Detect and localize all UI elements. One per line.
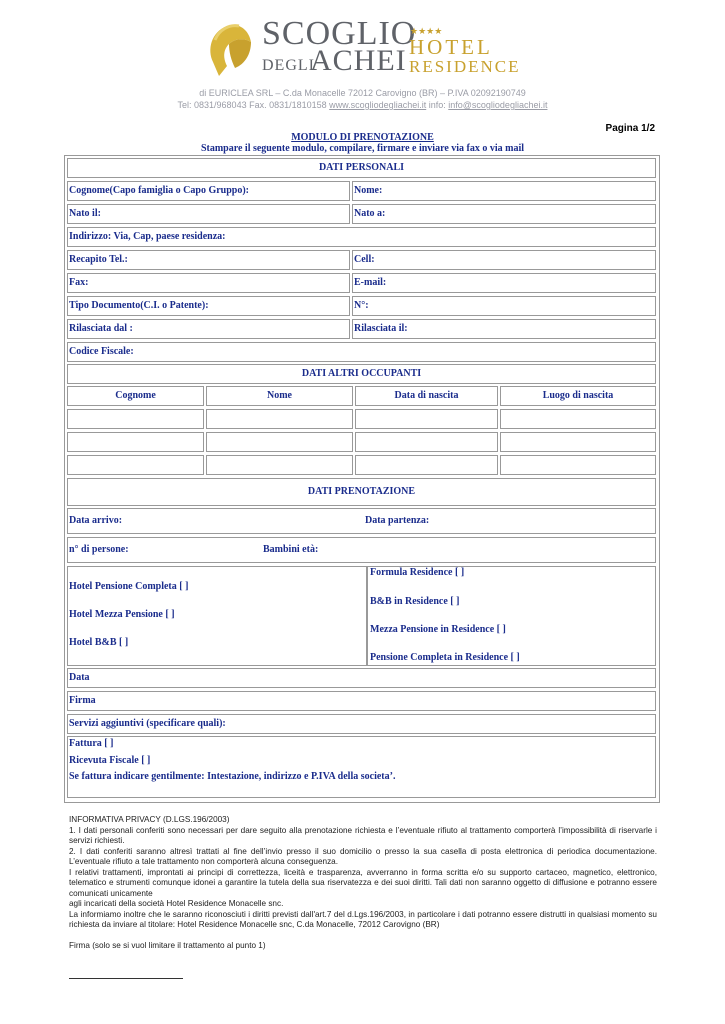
email-field[interactable] <box>352 273 656 293</box>
date-field[interactable] <box>67 668 656 688</box>
privacy-paragraph-3: I relativi trattamenti, improntati ai principi di correttezza, liceità e trasparenza, avverranno in forma scritta e/o su supporto cartaceo, magnetico, elettronico, telematico e strumenti comunque idonei a garantire la tutela della sua riservatezza e dei suoi diritti. Tali dati non saranno oggetto di diffusione e potranno essere comunicati unicamente <box>69 867 657 898</box>
hotel-bb-option[interactable]: Hotel B&B [ ] <box>69 637 129 648</box>
privacy-title: INFORMATIVA PRIVACY (D.LGS.196/2003) <box>69 815 230 824</box>
arrival-label: Data arrivo: <box>69 515 123 526</box>
tax-code-field[interactable] <box>67 342 656 362</box>
occupant-cell[interactable] <box>67 432 204 452</box>
website-link[interactable]: www.scogliodegliachei.it <box>329 100 427 110</box>
occupant-cell[interactable] <box>206 409 353 429</box>
logo-achei: ACHEI <box>310 44 407 77</box>
col-cognome-label: Cognome <box>115 390 156 401</box>
occupant-cell[interactable] <box>67 455 204 475</box>
occupant-cell[interactable] <box>500 432 656 452</box>
phone-label: Recapito Tel.: <box>69 254 128 265</box>
born-on-field[interactable] <box>67 204 350 224</box>
occupant-cell[interactable] <box>355 455 498 475</box>
contact-line <box>0 99 725 111</box>
privacy-signature-line[interactable] <box>69 978 183 979</box>
col-birth-place-label: Luogo di nascita <box>542 390 614 401</box>
tax-code-label: Codice Fiscale: <box>69 346 134 357</box>
born-in-label: Nato a: <box>354 208 386 219</box>
privacy-paragraph-2: 2. I dati conferiti saranno altresì trattati al fine dell’invio presso il suo domicilio o presso la sua casella di posta elettronica di periodica documentazione. L’eventuale rifiuto a tale trattamento non comporterà alcuna conseguenza. <box>69 846 657 866</box>
form-subtitle: Stampare il seguente modulo, compilare, firmare e inviare via fax o via mail <box>200 143 525 154</box>
occupant-cell[interactable] <box>355 432 498 452</box>
receipt-option[interactable]: Ricevuta Fiscale [ ] <box>69 755 151 766</box>
born-in-field[interactable] <box>352 204 656 224</box>
fax-label: Fax: <box>69 277 89 288</box>
occupants-heading: DATI ALTRI OCCUPANTI <box>301 368 422 379</box>
residence-formula-option[interactable]: Formula Residence [ ] <box>370 567 465 578</box>
doc-type-label: Tipo Documento(C.I. o Patente): <box>69 300 209 311</box>
col-birth-date-label: Data di nascita <box>394 390 459 401</box>
address-label: Indirizzo: Via, Cap, paese residenza: <box>69 231 226 242</box>
services-label: Servizi aggiuntivi (specificare quali): <box>69 718 226 729</box>
cell-field[interactable] <box>352 250 656 270</box>
hotel-full-board-option[interactable]: Hotel Pensione Completa [ ] <box>69 581 189 592</box>
surname-label: Cognome(Capo famiglia o Capo Gruppo): <box>69 185 250 196</box>
info-label: info: <box>428 100 446 110</box>
name-field[interactable] <box>352 181 656 201</box>
occupant-cell[interactable] <box>500 455 656 475</box>
logo-stars: ★★★★ <box>410 26 443 36</box>
signature-label: Firma <box>69 695 96 706</box>
privacy-signature-label: Firma (solo se si vuol limitare il trattamento al punto 1) <box>69 941 266 950</box>
children-label: Bambini età: <box>263 544 319 555</box>
page-number: Pagina 1/2 <box>605 123 655 134</box>
departure-label: Data partenza: <box>365 515 430 526</box>
occupant-cell[interactable] <box>355 409 498 429</box>
residence-half-board-option[interactable]: Mezza Pensione in Residence [ ] <box>370 624 506 635</box>
born-on-label: Nato il: <box>69 208 101 219</box>
logo-degli: DEGLI <box>262 57 315 74</box>
doc-number-field[interactable] <box>352 296 656 316</box>
persons-field[interactable] <box>67 537 656 563</box>
occupant-cell[interactable] <box>206 432 353 452</box>
residence-full-board-option[interactable]: Pensione Completa in Residence [ ] <box>370 652 520 663</box>
hotel-half-board-option[interactable]: Hotel Mezza Pensione [ ] <box>69 609 175 620</box>
privacy-paragraph-5: La informiamo inoltre che le saranno riconosciuti i diritti previsti dall'art.7 del d.Lgs.196/2003, in particolare i dati potranno essere distrutti in qualsiasi momento su richiesta da inviare al titolare: Hotel Residence Monacelle snc, C.da Monacelle, 72012 Carovigno (BR) <box>69 909 657 929</box>
form-title: MODULO DI PRENOTAZIONE <box>291 132 434 143</box>
privacy-section <box>69 815 657 931</box>
issued-on-label: Rilasciata il: <box>354 323 408 334</box>
helmet-logo-icon <box>205 20 253 80</box>
signature-field[interactable] <box>67 691 656 711</box>
logo-scoglio: SCOGLIO <box>262 15 417 52</box>
contact-phones: Tel: 0831/968043 Fax. 0831/1810158 <box>177 100 327 110</box>
doc-number-label: N°: <box>354 300 369 311</box>
email-label: E-mail: <box>354 277 387 288</box>
persons-label: n° di persone: <box>69 544 129 555</box>
logo-hotel: HOTEL <box>409 35 493 59</box>
logo-residence: RESIDENCE <box>409 57 521 76</box>
residence-bb-option[interactable]: B&B in Residence [ ] <box>370 596 460 607</box>
company-line: di EURICLEA SRL – C.da Monacelle 72012 Carovigno (BR) – P.IVA 02092190749 <box>199 88 526 98</box>
dates-field[interactable] <box>67 508 656 534</box>
occupant-cell[interactable] <box>206 455 353 475</box>
name-label: Nome: <box>354 185 383 196</box>
residence-options-box <box>367 566 656 666</box>
cell-label: Cell: <box>354 254 375 265</box>
col-nome-label: Nome <box>267 390 292 401</box>
invoice-note: Se fattura indicare gentilmente: Intestazione, indirizzo e P.IVA della societa’. <box>69 771 396 782</box>
email-link[interactable]: info@scogliodegliachei.it <box>448 100 548 110</box>
privacy-paragraph-1: 1. I dati personali conferiti sono necessari per dare seguito alla prenotazione richiesta e l’eventuale rifiuto al trattamento comporterà l’impossibilità di riservarle i servizi richiesti. <box>69 825 657 845</box>
invoice-option[interactable]: Fattura [ ] <box>69 738 114 749</box>
billing-box <box>67 736 656 798</box>
booking-heading: DATI PRENOTAZIONE <box>307 486 416 497</box>
date-label: Data <box>69 672 90 683</box>
occupant-cell[interactable] <box>67 409 204 429</box>
occupant-cell[interactable] <box>500 409 656 429</box>
privacy-paragraph-4: agli incaricati della società Hotel Residence Monacelle snc. <box>69 899 284 908</box>
fax-field[interactable] <box>67 273 350 293</box>
personal-heading: DATI PERSONALI <box>318 162 405 173</box>
issued-by-label: Rilasciata dal : <box>69 323 133 334</box>
